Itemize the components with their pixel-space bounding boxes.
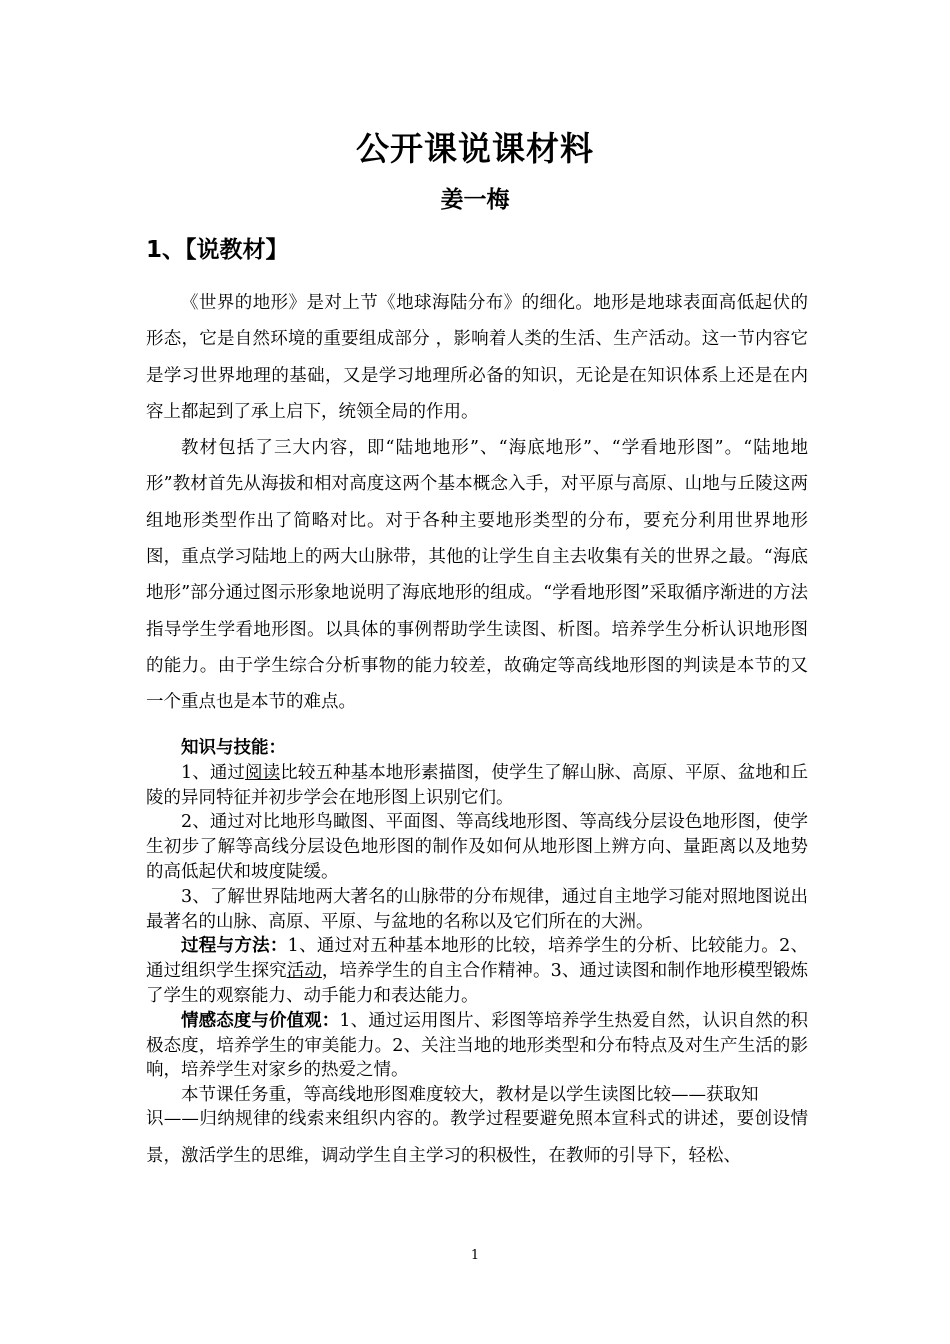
emotion-label: 情感态度与价值观： bbox=[181, 1010, 340, 1031]
process-text-after: ，培养学生的自主合作精神。3、通过读图和制作地形模型锻炼了学生的观察能力、动手能力和表达能力。 bbox=[146, 961, 809, 1006]
process-method-paragraph bbox=[146, 934, 808, 1008]
paragraph-content: 教材包括了三大内容，即“陆地地形”、“海底地形”、“学看地形图”。“陆地地形”教材首先从海拔和相对高度这两个基本概念入手，对平原与高原、山地与丘陵这两组地形类型作出了简略对比。对于各种主要地形类型的分布，要充分利用世界地形图，重点学习陆地上的两大山脉带，其他的让学生自主去收集有关的世界之最。“海底地形”部分通过图示形象地说明了海底地形的组成。“学看地形图”采取循序渐进的方法指导学生学看地形图。以具体的事例帮助学生读图、析图。培养学生分析认识地形图的能力。由于学生综合分析事物的能力较差，故确定等高线地形图的判读是本节的又一个重点也是本节的难点。 bbox=[146, 438, 808, 713]
process-text-before: 1、通过对五种基本地形的比较，培养学生的分析、比较能力。2、通过组织学生探究 bbox=[146, 936, 808, 982]
section-heading: 1、【说教材】 bbox=[146, 237, 289, 263]
emotion-attitude-paragraph bbox=[146, 1009, 808, 1083]
knowledge-item-2: 2、通过对比地形鸟瞰图、平面图、等高线地形图、等高线分层设色地形图，使学生初步了解等高线分层设色地形图的制作及如何从地形图上辨方向、量距离以及地势的高低起伏和坡度陡缓。 bbox=[146, 812, 808, 882]
paragraph-overview: 《世界的地形》是对上节《地球海陆分布》的细化。地形是地球表面高低起伏的形态，它是自然环境的重要组成部分 ，影响着人类的生活、生产活动。这一节内容它是学习世界地理的基础，又是学习地理所必备的知识，无论是在知识体系上还是在内容上都起到了承上启下，统领全局的作用。 bbox=[146, 293, 808, 422]
author-name: 姜一梅 bbox=[440, 187, 510, 213]
knowledge-label: 知识与技能： bbox=[181, 738, 286, 758]
document-title: 公开课说课材料 bbox=[356, 129, 594, 168]
page-number: 1 bbox=[470, 1248, 480, 1263]
knowledge-item-3: 3、了解世界陆地两大著名的山脉带的分布规律，通过自主地学习能对照地图说出最著名的山脉、高原、平原、与盆地的名称以及它们所在的大洲。 bbox=[146, 886, 808, 932]
emotion-text: 1、通过运用图片、彩图等培养学生热爱自然，认识自然的积极态度，培养学生的审美能力。2、关注当地的地形类型和分布特点及对生产生活的影响，培养学生对家乡的热爱之情。 bbox=[146, 1010, 809, 1081]
process-label: 过程与方法： bbox=[181, 936, 288, 957]
knowledge-item-1 bbox=[146, 761, 808, 811]
knowledge-item-1-after: 比较五种基本地形素描图，使学生了解山脉、高原、平原、盆地和丘陵的异同特征并初步学会在地形图上识别它们。 bbox=[146, 762, 809, 808]
knowledge-item-1-underlined: 阅读 bbox=[245, 762, 281, 783]
closing-paragraph-continuation: 识——归纳规律的线索来组织内容的。教学过程要避免照本宣科式的讲述，要创设情景，激活学生的思维，调动学生自主学习的积极性，在教师的引导下，轻松、 bbox=[146, 1109, 808, 1166]
intro-text-block bbox=[146, 285, 808, 721]
closing-text-block bbox=[146, 1101, 808, 1174]
objectives-block bbox=[146, 736, 808, 1108]
knowledge-item-1-before: 1、通过 bbox=[181, 762, 246, 783]
closing-paragraph-start: 本节课任务重，等高线地形图难度较大，教材是以学生读图比较——获取知 bbox=[181, 1085, 759, 1106]
process-text-underlined: 活动 bbox=[286, 961, 322, 982]
knowledge-skills-label bbox=[146, 736, 808, 761]
